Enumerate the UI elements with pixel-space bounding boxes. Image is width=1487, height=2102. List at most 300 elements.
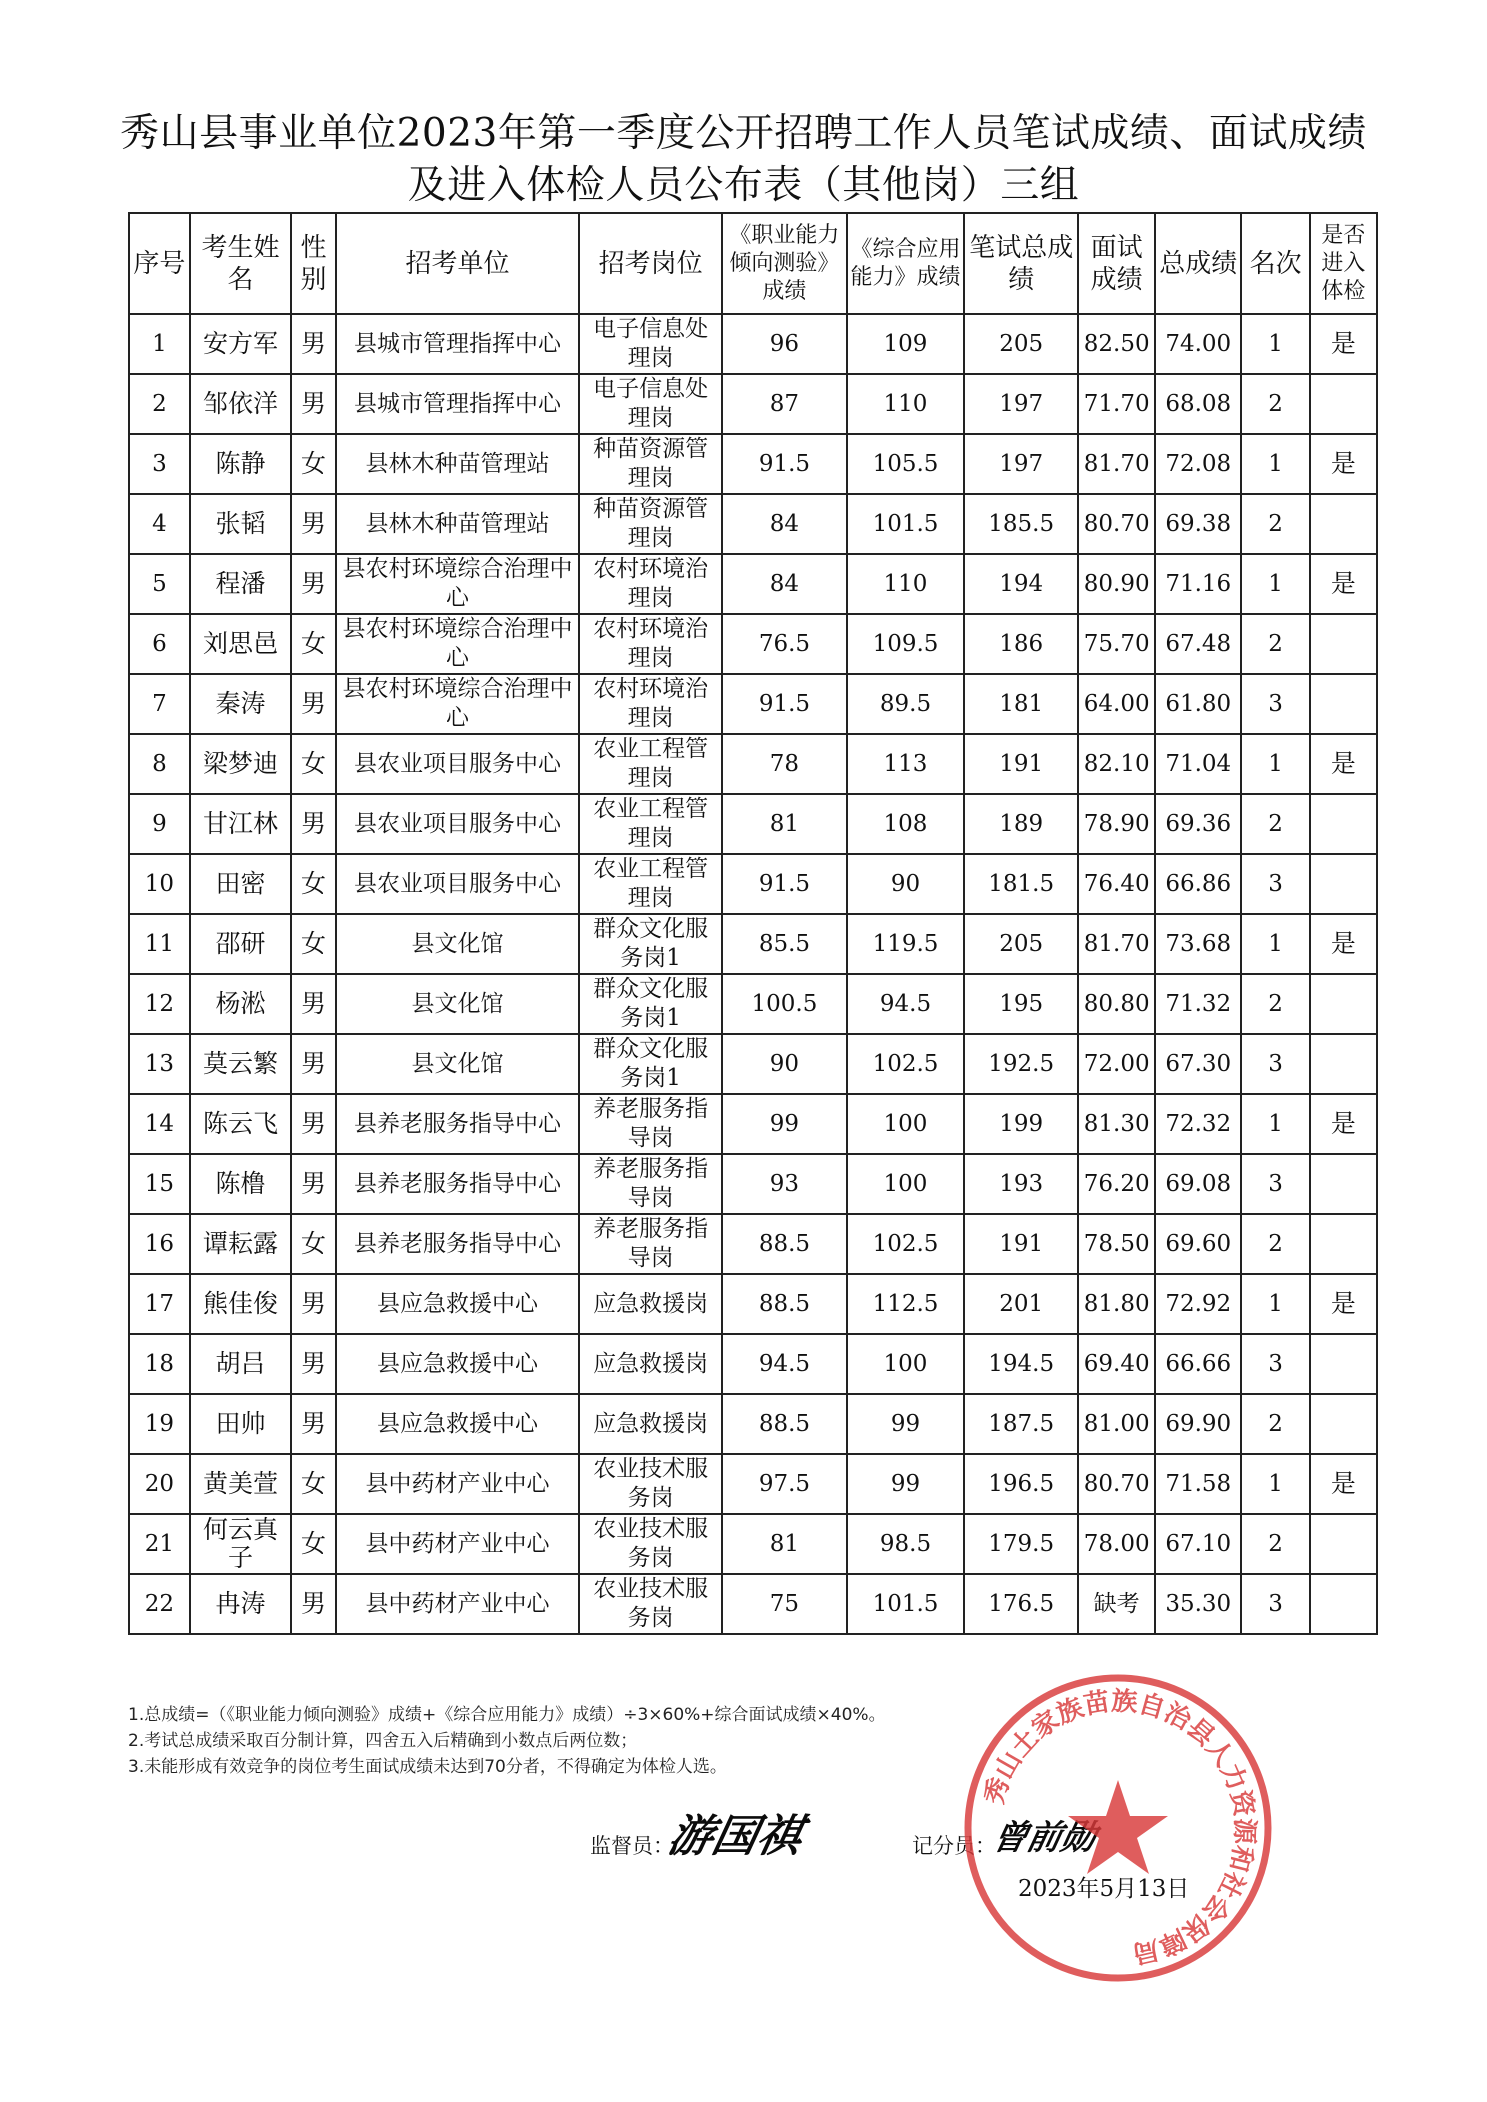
- cell-total: 73.68: [1155, 914, 1241, 974]
- cell-test1: 81: [722, 1514, 847, 1574]
- cell-gender: 女: [291, 1214, 336, 1274]
- cell-gender: 男: [291, 554, 336, 614]
- cell-total: 69.60: [1155, 1214, 1241, 1274]
- cell-name: 谭耘露: [190, 1214, 291, 1274]
- cell-interview: 80.70: [1078, 494, 1155, 554]
- cell-total: 72.32: [1155, 1094, 1241, 1154]
- cell-gender: 男: [291, 794, 336, 854]
- cell-seq: 2: [129, 374, 190, 434]
- table-row: [129, 1034, 1377, 1094]
- cell-written: 197: [964, 374, 1078, 434]
- table-row: [129, 1094, 1377, 1154]
- cell-gender: 男: [291, 1394, 336, 1454]
- cell-interview: 82.50: [1078, 314, 1155, 374]
- cell-unit: 县农业项目服务中心: [336, 734, 579, 794]
- cell-unit: 县农村环境综合治理中心: [336, 614, 579, 674]
- table-row: [129, 1214, 1377, 1274]
- cell-rank: 2: [1241, 1514, 1309, 1574]
- cell-test2: 105.5: [847, 434, 964, 494]
- cell-gender: 女: [291, 914, 336, 974]
- seal-star-icon: [1068, 1780, 1168, 1874]
- cell-seq: 13: [129, 1034, 190, 1094]
- cell-gender: 女: [291, 614, 336, 674]
- cell-seq: 22: [129, 1574, 190, 1634]
- cell-rank: 2: [1241, 374, 1309, 434]
- cell-written: 196.5: [964, 1454, 1078, 1514]
- cell-total: 71.04: [1155, 734, 1241, 794]
- cell-gender: 女: [291, 734, 336, 794]
- cell-gender: 男: [291, 314, 336, 374]
- cell-unit: 县应急救援中心: [336, 1274, 579, 1334]
- cell-total: 66.86: [1155, 854, 1241, 914]
- cell-post: 电子信息处理岗: [579, 314, 722, 374]
- cell-interview: 80.70: [1078, 1454, 1155, 1514]
- table-row: [129, 1274, 1377, 1334]
- cell-written: 176.5: [964, 1574, 1078, 1634]
- cell-interview: 80.90: [1078, 554, 1155, 614]
- cell-rank: 1: [1241, 1454, 1309, 1514]
- cell-unit: 县农村环境综合治理中心: [336, 554, 579, 614]
- cell-test1: 97.5: [722, 1454, 847, 1514]
- cell-seq: 14: [129, 1094, 190, 1154]
- cell-written: 195: [964, 974, 1078, 1034]
- cell-unit: 县农村环境综合治理中心: [336, 674, 579, 734]
- cell-name: 陈云飞: [190, 1094, 291, 1154]
- cell-pass: 是: [1310, 554, 1377, 614]
- table-row: [129, 614, 1377, 674]
- header-unit: 招考单位: [336, 213, 579, 314]
- cell-unit: 县应急救援中心: [336, 1334, 579, 1394]
- cell-gender: 女: [291, 1514, 336, 1574]
- cell-test2: 113: [847, 734, 964, 794]
- cell-pass: 是: [1310, 1094, 1377, 1154]
- cell-written: 186: [964, 614, 1078, 674]
- cell-unit: 县农业项目服务中心: [336, 854, 579, 914]
- cell-seq: 11: [129, 914, 190, 974]
- cell-name: 胡吕: [190, 1334, 291, 1394]
- cell-interview: 71.70: [1078, 374, 1155, 434]
- cell-total: 67.30: [1155, 1034, 1241, 1094]
- cell-name: 梁梦迪: [190, 734, 291, 794]
- cell-test2: 110: [847, 554, 964, 614]
- cell-unit: 县中药材产业中心: [336, 1454, 579, 1514]
- table-row: [129, 1454, 1377, 1514]
- cell-written: 181.5: [964, 854, 1078, 914]
- cell-name: 冉涛: [190, 1574, 291, 1634]
- cell-post: 农村环境治理岗: [579, 674, 722, 734]
- cell-pass: [1310, 494, 1377, 554]
- cell-unit: 县养老服务指导中心: [336, 1094, 579, 1154]
- cell-post: 应急救援岗: [579, 1394, 722, 1454]
- cell-pass: [1310, 974, 1377, 1034]
- table-row: [129, 1394, 1377, 1454]
- header-rank: 名次: [1241, 213, 1309, 314]
- cell-rank: 1: [1241, 1274, 1309, 1334]
- cell-rank: 1: [1241, 914, 1309, 974]
- cell-unit: 县应急救援中心: [336, 1394, 579, 1454]
- cell-name: 程潘: [190, 554, 291, 614]
- cell-written: 194.5: [964, 1334, 1078, 1394]
- cell-rank: 1: [1241, 314, 1309, 374]
- cell-test1: 94.5: [722, 1334, 847, 1394]
- cell-post: 养老服务指导岗: [579, 1154, 722, 1214]
- cell-post: 农业技术服务岗: [579, 1514, 722, 1574]
- cell-rank: 3: [1241, 1154, 1309, 1214]
- cell-test2: 100: [847, 1154, 964, 1214]
- cell-name: 何云真子: [190, 1514, 291, 1574]
- cell-test2: 101.5: [847, 494, 964, 554]
- table-row: [129, 434, 1377, 494]
- table-row: [129, 1514, 1377, 1574]
- header-seq: 序号: [129, 213, 190, 314]
- cell-unit: 县文化馆: [336, 974, 579, 1034]
- cell-pass: [1310, 854, 1377, 914]
- cell-written: 205: [964, 914, 1078, 974]
- header-written: 笔试总成绩: [964, 213, 1078, 314]
- cell-gender: 男: [291, 1334, 336, 1394]
- table-row: [129, 914, 1377, 974]
- cell-test2: 119.5: [847, 914, 964, 974]
- cell-written: 181: [964, 674, 1078, 734]
- cell-seq: 19: [129, 1394, 190, 1454]
- cell-test2: 100: [847, 1334, 964, 1394]
- cell-total: 68.08: [1155, 374, 1241, 434]
- cell-pass: [1310, 374, 1377, 434]
- header-test1: 《职业能力倾向测验》成绩: [722, 213, 847, 314]
- cell-test1: 88.5: [722, 1274, 847, 1334]
- cell-written: 191: [964, 1214, 1078, 1274]
- cell-interview: 82.10: [1078, 734, 1155, 794]
- cell-unit: 县养老服务指导中心: [336, 1154, 579, 1214]
- cell-seq: 21: [129, 1514, 190, 1574]
- table-row: [129, 1334, 1377, 1394]
- cell-test1: 76.5: [722, 614, 847, 674]
- cell-interview: 75.70: [1078, 614, 1155, 674]
- cell-rank: 1: [1241, 554, 1309, 614]
- cell-rank: 2: [1241, 794, 1309, 854]
- scorer-label: 记分员：: [912, 1834, 996, 1858]
- cell-unit: 县农业项目服务中心: [336, 794, 579, 854]
- cell-pass: 是: [1310, 1454, 1377, 1514]
- cell-post: 群众文化服务岗1: [579, 914, 722, 974]
- table-row: [129, 794, 1377, 854]
- cell-rank: 3: [1241, 1574, 1309, 1634]
- cell-total: 66.66: [1155, 1334, 1241, 1394]
- cell-written: 199: [964, 1094, 1078, 1154]
- cell-total: 71.16: [1155, 554, 1241, 614]
- cell-rank: 1: [1241, 1094, 1309, 1154]
- cell-test2: 98.5: [847, 1514, 964, 1574]
- cell-pass: [1310, 674, 1377, 734]
- cell-gender: 男: [291, 1094, 336, 1154]
- cell-pass: [1310, 1154, 1377, 1214]
- cell-post: 养老服务指导岗: [579, 1094, 722, 1154]
- cell-test2: 89.5: [847, 674, 964, 734]
- score-table: [128, 212, 1378, 1635]
- cell-seq: 20: [129, 1454, 190, 1514]
- cell-total: 69.36: [1155, 794, 1241, 854]
- cell-test1: 85.5: [722, 914, 847, 974]
- cell-interview: 76.40: [1078, 854, 1155, 914]
- cell-pass: 是: [1310, 434, 1377, 494]
- footnote-1: 1.总成绩=（《职业能力倾向测验》成绩+《综合应用能力》成绩）÷3×60%+综合面试成绩×40%。: [128, 1705, 886, 1725]
- header-test2: 《综合应用能力》成绩: [847, 213, 964, 314]
- table-row: [129, 854, 1377, 914]
- cell-test2: 109: [847, 314, 964, 374]
- cell-test2: 99: [847, 1394, 964, 1454]
- cell-test1: 88.5: [722, 1214, 847, 1274]
- cell-test1: 96: [722, 314, 847, 374]
- cell-rank: 2: [1241, 1394, 1309, 1454]
- cell-total: 71.58: [1155, 1454, 1241, 1514]
- cell-interview: 78.50: [1078, 1214, 1155, 1274]
- cell-written: 189: [964, 794, 1078, 854]
- cell-written: 179.5: [964, 1514, 1078, 1574]
- cell-interview: 78.00: [1078, 1514, 1155, 1574]
- supervisor-label: 监督员：: [590, 1834, 674, 1858]
- cell-test2: 94.5: [847, 974, 964, 1034]
- header-post: 招考岗位: [579, 213, 722, 314]
- cell-unit: 县中药材产业中心: [336, 1514, 579, 1574]
- cell-rank: 3: [1241, 674, 1309, 734]
- cell-rank: 1: [1241, 734, 1309, 794]
- cell-test1: 88.5: [722, 1394, 847, 1454]
- cell-rank: 2: [1241, 614, 1309, 674]
- cell-gender: 男: [291, 494, 336, 554]
- cell-name: 邵研: [190, 914, 291, 974]
- cell-gender: 男: [291, 1154, 336, 1214]
- title-line-2: 及进入体检人员公布表（其他岗）三组: [407, 163, 1080, 208]
- cell-test1: 91.5: [722, 854, 847, 914]
- cell-test2: 110: [847, 374, 964, 434]
- cell-unit: 县林木种苗管理站: [336, 434, 579, 494]
- table-row: [129, 374, 1377, 434]
- cell-total: 67.10: [1155, 1514, 1241, 1574]
- cell-name: 邹依洋: [190, 374, 291, 434]
- cell-pass: [1310, 1334, 1377, 1394]
- cell-name: 陈静: [190, 434, 291, 494]
- cell-test1: 90: [722, 1034, 847, 1094]
- cell-seq: 1: [129, 314, 190, 374]
- seal-text-path: 秀山土家族苗族自治县人力资源和社会保障局: [979, 1686, 1260, 1969]
- cell-post: 农业工程管理岗: [579, 854, 722, 914]
- cell-unit: 县城市管理指挥中心: [336, 314, 579, 374]
- cell-post: 应急救援岗: [579, 1274, 722, 1334]
- cell-test1: 91.5: [722, 434, 847, 494]
- cell-post: 农业技术服务岗: [579, 1574, 722, 1634]
- cell-total: 71.32: [1155, 974, 1241, 1034]
- cell-interview: 81.70: [1078, 434, 1155, 494]
- cell-post: 农村环境治理岗: [579, 614, 722, 674]
- cell-test1: 91.5: [722, 674, 847, 734]
- cell-seq: 12: [129, 974, 190, 1034]
- cell-post: 群众文化服务岗1: [579, 1034, 722, 1094]
- cell-pass: [1310, 1034, 1377, 1094]
- cell-total: 35.30: [1155, 1574, 1241, 1634]
- cell-pass: 是: [1310, 1274, 1377, 1334]
- cell-name: 秦涛: [190, 674, 291, 734]
- cell-post: 养老服务指导岗: [579, 1214, 722, 1274]
- document-title: [0, 108, 1487, 212]
- cell-test2: 112.5: [847, 1274, 964, 1334]
- cell-seq: 9: [129, 794, 190, 854]
- cell-unit: 县文化馆: [336, 1034, 579, 1094]
- cell-seq: 7: [129, 674, 190, 734]
- cell-pass: [1310, 1514, 1377, 1574]
- cell-post: 农业工程管理岗: [579, 734, 722, 794]
- footnote-3: 3.未能形成有效竞争的岗位考生面试成绩未达到70分者，不得确定为体检人选。: [128, 1757, 727, 1777]
- cell-test1: 99: [722, 1094, 847, 1154]
- cell-name: 陈橹: [190, 1154, 291, 1214]
- cell-written: 205: [964, 314, 1078, 374]
- cell-gender: 男: [291, 674, 336, 734]
- cell-test2: 108: [847, 794, 964, 854]
- cell-test2: 99: [847, 1454, 964, 1514]
- cell-seq: 10: [129, 854, 190, 914]
- cell-gender: 男: [291, 1574, 336, 1634]
- cell-written: 187.5: [964, 1394, 1078, 1454]
- cell-test1: 84: [722, 554, 847, 614]
- cell-total: 72.92: [1155, 1274, 1241, 1334]
- cell-gender: 男: [291, 1034, 336, 1094]
- table-row: [129, 494, 1377, 554]
- cell-written: 194: [964, 554, 1078, 614]
- cell-test2: 109.5: [847, 614, 964, 674]
- cell-rank: 2: [1241, 1214, 1309, 1274]
- cell-interview: 80.80: [1078, 974, 1155, 1034]
- cell-name: 安方军: [190, 314, 291, 374]
- cell-post: 群众文化服务岗1: [579, 974, 722, 1034]
- cell-gender: 男: [291, 974, 336, 1034]
- cell-test2: 101.5: [847, 1574, 964, 1634]
- cell-written: 193: [964, 1154, 1078, 1214]
- cell-seq: 4: [129, 494, 190, 554]
- cell-name: 田帅: [190, 1394, 291, 1454]
- cell-name: 田密: [190, 854, 291, 914]
- cell-written: 201: [964, 1274, 1078, 1334]
- cell-pass: [1310, 1394, 1377, 1454]
- cell-gender: 女: [291, 434, 336, 494]
- cell-test2: 102.5: [847, 1034, 964, 1094]
- cell-total: 69.38: [1155, 494, 1241, 554]
- table-row: [129, 974, 1377, 1034]
- cell-seq: 16: [129, 1214, 190, 1274]
- cell-name: 黄美萱: [190, 1454, 291, 1514]
- cell-pass: 是: [1310, 914, 1377, 974]
- cell-unit: 县林木种苗管理站: [336, 494, 579, 554]
- cell-seq: 6: [129, 614, 190, 674]
- cell-rank: 3: [1241, 854, 1309, 914]
- cell-interview: 72.00: [1078, 1034, 1155, 1094]
- cell-rank: 2: [1241, 494, 1309, 554]
- cell-test1: 100.5: [722, 974, 847, 1034]
- cell-pass: [1310, 794, 1377, 854]
- cell-pass: 是: [1310, 314, 1377, 374]
- cell-test2: 100: [847, 1094, 964, 1154]
- table-row: [129, 554, 1377, 614]
- cell-seq: 15: [129, 1154, 190, 1214]
- cell-name: 莫云繁: [190, 1034, 291, 1094]
- header-pass: 是否进入体检: [1310, 213, 1377, 314]
- cell-name: 杨淞: [190, 974, 291, 1034]
- table-body: [129, 314, 1377, 1634]
- footnote-2: 2.考试总成绩采取百分制计算，四舍五入后精确到小数点后两位数；: [128, 1731, 638, 1751]
- header-interview: 面试成绩: [1078, 213, 1155, 314]
- cell-rank: 2: [1241, 974, 1309, 1034]
- header-total: 总成绩: [1155, 213, 1241, 314]
- cell-interview: 81.00: [1078, 1394, 1155, 1454]
- cell-interview: 81.30: [1078, 1094, 1155, 1154]
- cell-total: 61.80: [1155, 674, 1241, 734]
- cell-pass: 是: [1310, 734, 1377, 794]
- table-row: [129, 314, 1377, 374]
- table-row: [129, 674, 1377, 734]
- cell-test1: 84: [722, 494, 847, 554]
- cell-post: 种苗资源管理岗: [579, 494, 722, 554]
- cell-post: 农业工程管理岗: [579, 794, 722, 854]
- scorer-signature: 曾前勋: [989, 1818, 1100, 1858]
- document-date: 2023年5月13日: [1018, 1876, 1190, 1902]
- cell-total: 69.90: [1155, 1394, 1241, 1454]
- cell-gender: 男: [291, 1274, 336, 1334]
- cell-seq: 17: [129, 1274, 190, 1334]
- cell-interview: 78.90: [1078, 794, 1155, 854]
- cell-name: 甘江林: [190, 794, 291, 854]
- cell-gender: 女: [291, 854, 336, 914]
- cell-post: 农业技术服务岗: [579, 1454, 722, 1514]
- table-header-row: [129, 213, 1377, 314]
- cell-written: 191: [964, 734, 1078, 794]
- cell-rank: 1: [1241, 434, 1309, 494]
- cell-test1: 75: [722, 1574, 847, 1634]
- cell-unit: 县文化馆: [336, 914, 579, 974]
- cell-post: 应急救援岗: [579, 1334, 722, 1394]
- cell-pass: [1310, 614, 1377, 674]
- cell-written: 185.5: [964, 494, 1078, 554]
- supervisor-signature: 游国祺: [663, 1811, 807, 1862]
- cell-interview: 64.00: [1078, 674, 1155, 734]
- cell-post: 种苗资源管理岗: [579, 434, 722, 494]
- cell-test2: 90: [847, 854, 964, 914]
- cell-total: 67.48: [1155, 614, 1241, 674]
- cell-pass: [1310, 1574, 1377, 1634]
- cell-name: 张韬: [190, 494, 291, 554]
- table-row: [129, 734, 1377, 794]
- table-row: [129, 1574, 1377, 1634]
- cell-test1: 93: [722, 1154, 847, 1214]
- table-row: [129, 1154, 1377, 1214]
- cell-total: 74.00: [1155, 314, 1241, 374]
- cell-seq: 3: [129, 434, 190, 494]
- cell-interview: 69.40: [1078, 1334, 1155, 1394]
- cell-total: 72.08: [1155, 434, 1241, 494]
- cell-seq: 5: [129, 554, 190, 614]
- cell-rank: 3: [1241, 1334, 1309, 1394]
- cell-unit: 县中药材产业中心: [336, 1574, 579, 1634]
- cell-seq: 8: [129, 734, 190, 794]
- cell-unit: 县城市管理指挥中心: [336, 374, 579, 434]
- cell-test1: 78: [722, 734, 847, 794]
- cell-interview: 76.20: [1078, 1154, 1155, 1214]
- cell-test2: 102.5: [847, 1214, 964, 1274]
- cell-name: 熊佳俊: [190, 1274, 291, 1334]
- cell-interview: 缺考: [1078, 1574, 1155, 1634]
- cell-pass: [1310, 1214, 1377, 1274]
- cell-total: 69.08: [1155, 1154, 1241, 1214]
- cell-test1: 87: [722, 374, 847, 434]
- cell-interview: 81.70: [1078, 914, 1155, 974]
- cell-gender: 男: [291, 374, 336, 434]
